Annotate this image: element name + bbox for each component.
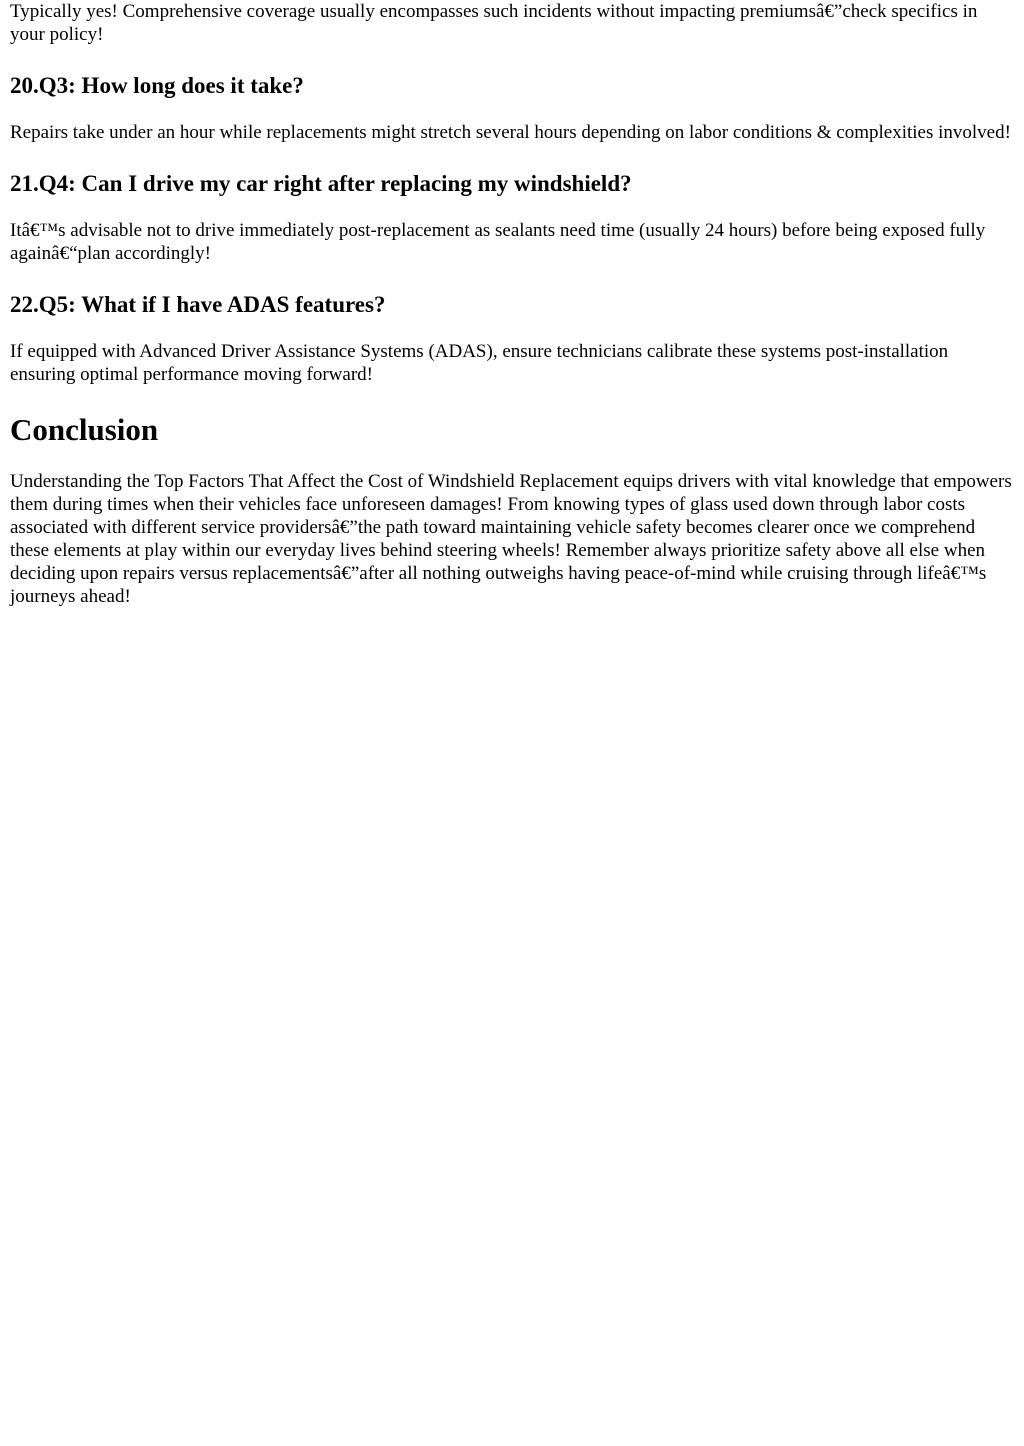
conclusion-paragraph: Understanding the Top Factors That Affect the Cost of Windshield Replacement equips drivers with vital knowledge that empowers them during times when their vehicles face unforeseen damages! From knowing types of glass used down through labor costs associated with different service providersâ€”the path toward maintaining vehicle safety becomes clearer once we comprehend these elements at play within our everyday lives behind steering wheels! Remember always prioritize safety above all else when deciding upon repairs versus replacementsâ€”after all nothing outweighs having peace-of-mind while cruising through lifeâ€™s journeys ahead! bbox=[10, 471, 1012, 607]
faq-answer-q3: Repairs take under an hour while replacements might stretch several hours depending on labor conditions & complexities involved! bbox=[10, 122, 1011, 143]
faq-heading-q4: 21.Q4: Can I drive my car right after replacing my windshield? bbox=[10, 171, 632, 196]
faq-heading-q3: 20.Q3: How long does it take? bbox=[10, 73, 304, 98]
faq-answer-q5: If equipped with Advanced Driver Assistance Systems (ADAS), ensure technicians calibrate these systems post-installation ensuring optimal performance moving forward! bbox=[10, 341, 949, 385]
intro-paragraph: Typically yes! Comprehensive coverage usually encompasses such incidents without impacting premiumsâ€”check specifics in your policy! bbox=[10, 1, 978, 45]
faq-answer-q4: Itâ€™s advisable not to drive immediately post-replacement as sealants need time (usually 24 hours) before being exposed fully againâ€“plan accordingly! bbox=[10, 220, 986, 264]
faq-heading-q5: 22.Q5: What if I have ADAS features? bbox=[10, 292, 386, 317]
conclusion-heading: Conclusion bbox=[10, 412, 159, 447]
article-body bbox=[0, 0, 1024, 608]
